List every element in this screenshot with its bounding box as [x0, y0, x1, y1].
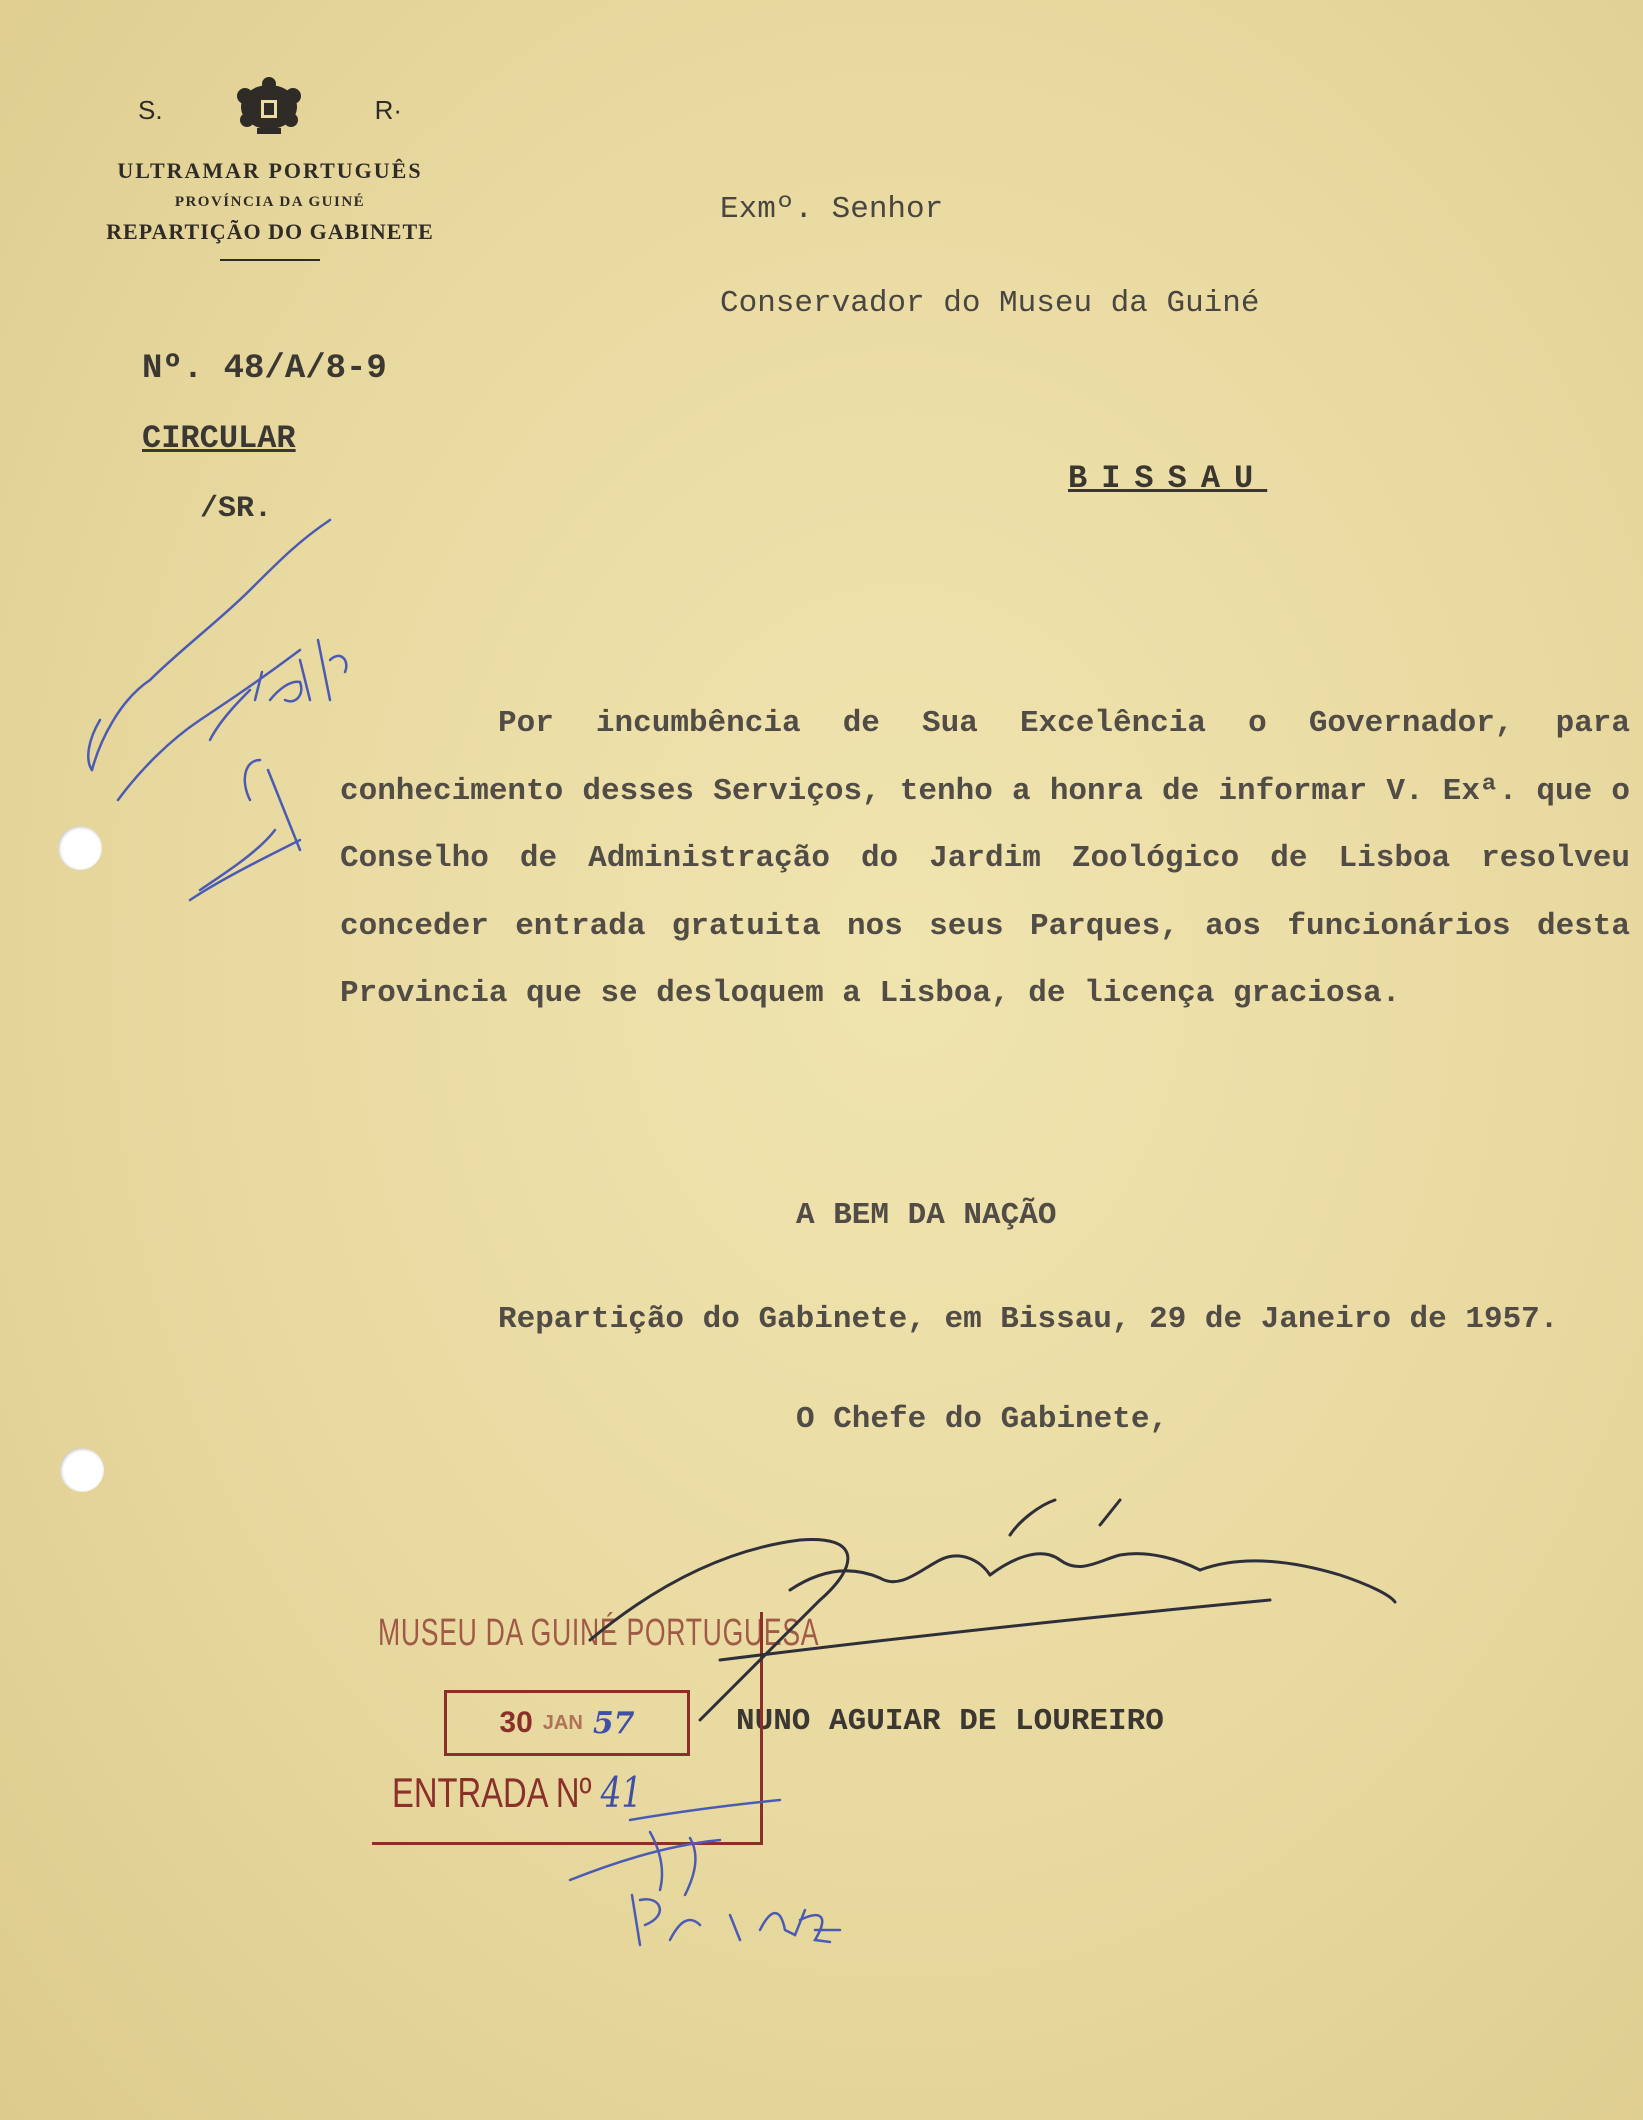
stamp-month: JAN [542, 1711, 583, 1734]
stamp-header: MUSEU DA GUINÉ PORTUGUESA [378, 1612, 820, 1654]
letterhead-line1: ULTRAMAR PORTUGUÊS [117, 158, 423, 183]
reference-number: Nº. 48/A/8-9 [142, 350, 387, 388]
stamp-day: 30 [499, 1706, 533, 1739]
filing-note-handwriting [570, 1800, 840, 1945]
closing-motto: A BEM DA NAÇÃO [796, 1198, 1057, 1233]
addressee-title: Conservador do Museu da Guiné [720, 286, 1260, 321]
letterhead-left-letter: S. [137, 94, 163, 125]
closing-role: O Chefe do Gabinete, [796, 1402, 1169, 1437]
reference-suffix: /SR. [200, 492, 273, 526]
letterhead-right-letter: R· [374, 94, 402, 125]
margin-note-handwriting [88, 520, 346, 900]
stamp-entrada-label: ENTRADA Nº [392, 1769, 592, 1816]
letter-body: Por incumbência de Sua Excelência o Governador, para conhecimento desses Serviços, tenho a honra de informar V. Exª. que o Conselho de Administração do Jardim Zoológico de Lisboa resolveu conceder entrada gratuita nos seus Parques, aos funcionários desta Provincia que se desloquem a Lisboa, de licença graciosa. [340, 706, 1630, 1011]
addressee-city: BISSAU [1068, 460, 1268, 497]
stamp-year: 57 [592, 1705, 635, 1741]
letterhead-line3: REPARTIÇÃO DO GABINETE [106, 219, 434, 244]
signatory-name: NUNO AGUIAR DE LOUREIRO [736, 1704, 1164, 1739]
reference-type: CIRCULAR [142, 420, 296, 457]
letterhead-line2: PROVÍNCIA DA GUINÉ [174, 194, 366, 210]
closing-place-date: Repartição do Gabinete, em Bissau, 29 de Janeiro de 1957. [498, 1302, 1559, 1337]
addressee-salutation: Exmº. Senhor [720, 192, 944, 227]
signature-handwriting [590, 1500, 1395, 1720]
stamp-entrada-number: 41 [600, 1768, 643, 1817]
